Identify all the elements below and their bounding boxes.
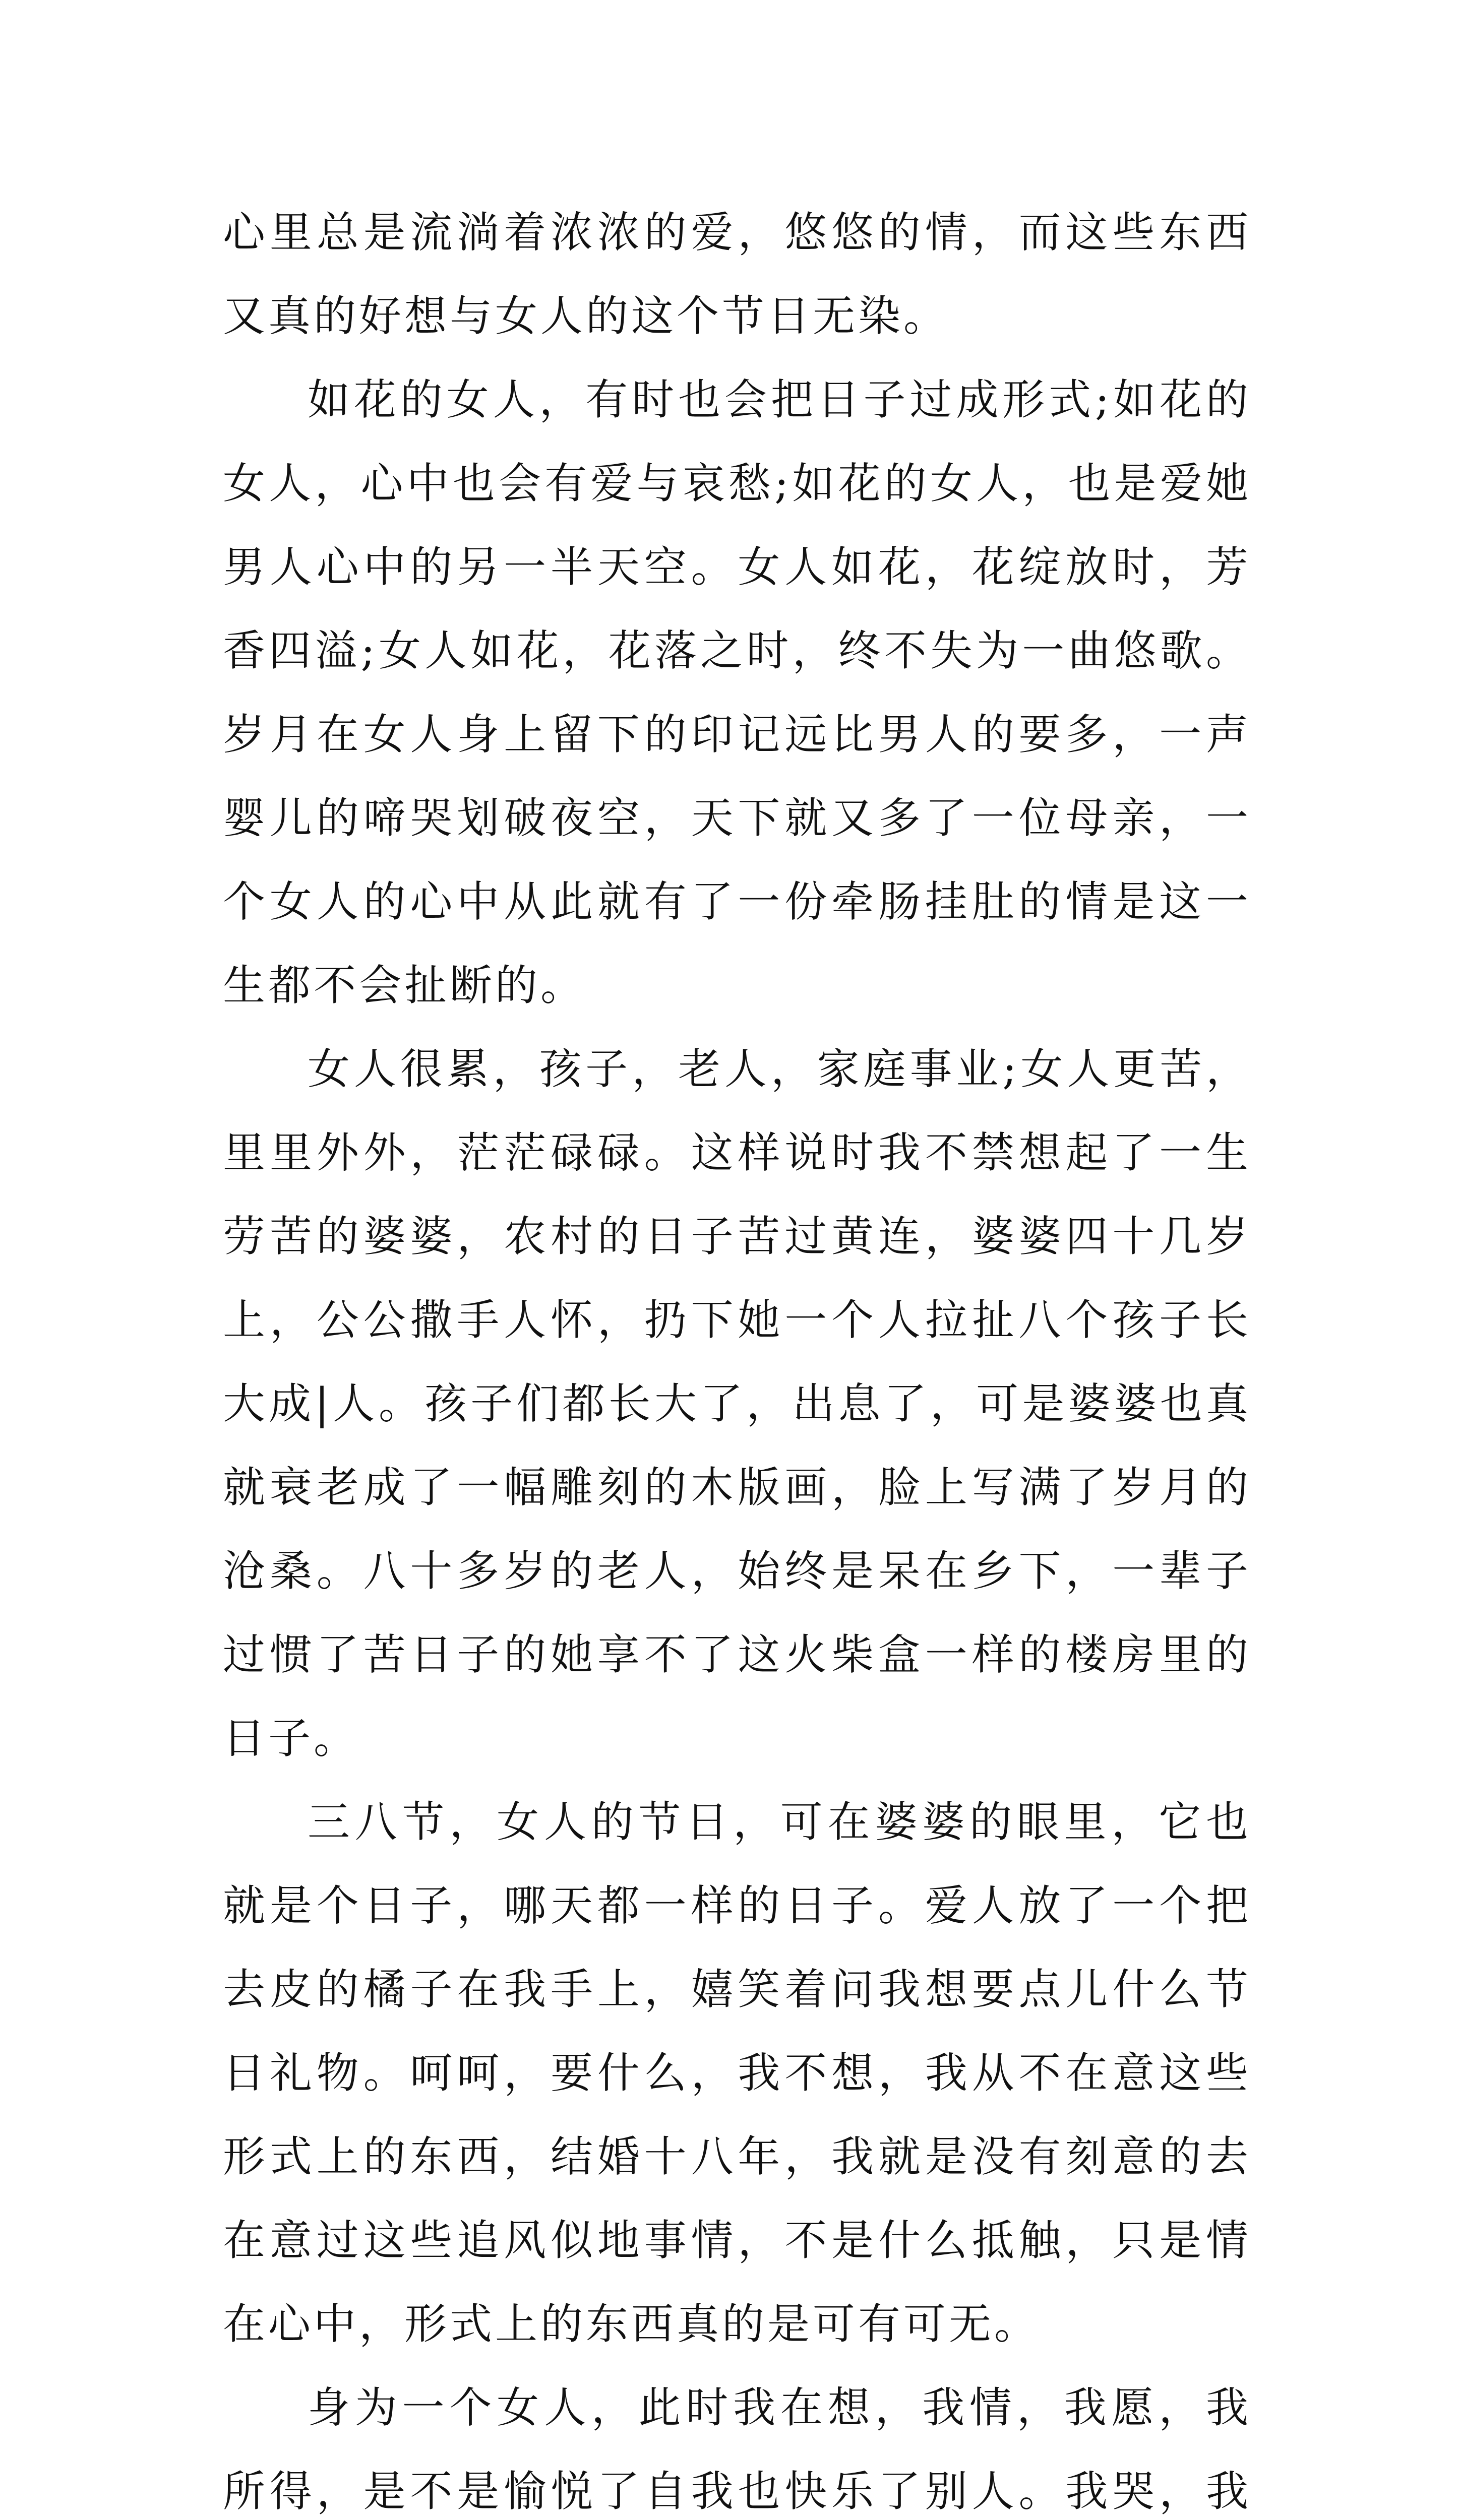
paragraph-2: 如花的女人，有时也会把日子过成形式;如花的女人，心中也会有爱与哀愁;如花的女人，也是爱她男人心中的另一半天空。女人如花，花绽放时，芳香四溢;女人如花，花落之时，终不失为一曲悠歌。岁月在女人身上留下的印记远比男人的要多，一声婴儿的啼哭划破夜空，天下就又多了一位母亲，一个女人的心中从此就有了一份牵肠挂肚的情是这一生都不会扯断的。 [223, 375, 1251, 1010]
document-body [223, 191, 1251, 2520]
paragraph-1: 心里总是流淌着浓浓的爱，悠悠的情，而这些东西又真的好想与女人的这个节日无染。 [223, 208, 1251, 341]
paragraph-5: 身为一个女人，此时我在想，我情，我愿，我所得，是不是愉悦了自我也快乐了别人。我哭，我 [223, 2383, 1251, 2516]
paragraph-4: 三八节，女人的节日，可在婆婆的眼里，它也就是个日子，哪天都一样的日子。爱人放了一个把去皮的橘子在我手上，嬉笑着问我想要点儿什么节日礼物。呵呵，要什么，我不想，我从不在意这些形式上的东西，结婚十八年，我就是没有刻意的去在意过这些追风似地事情，不是什么抵触，只是情在心中，形式上的东西真的是可有可无。 [223, 1797, 1251, 2349]
paragraph-3: 女人很累，孩子，老人，家庭事业;女人更苦，里里外外，茫茫碌碌。这样说时我不禁想起了一生劳苦的婆婆，农村的日子苦过黄连，婆婆四十几岁上，公公撒手人怀，扔下她一个人拉扯八个孩子长大成|人。孩子们都长大了，出息了，可是婆婆也真就衰老成了一幅雕刻的木版画，脸上写满了岁月的沧桑。八十多岁的老人，始终是呆在乡下，一辈子过惯了苦日子的她享不了这火柴盒一样的楼房里的日子。 [223, 1044, 1251, 1763]
